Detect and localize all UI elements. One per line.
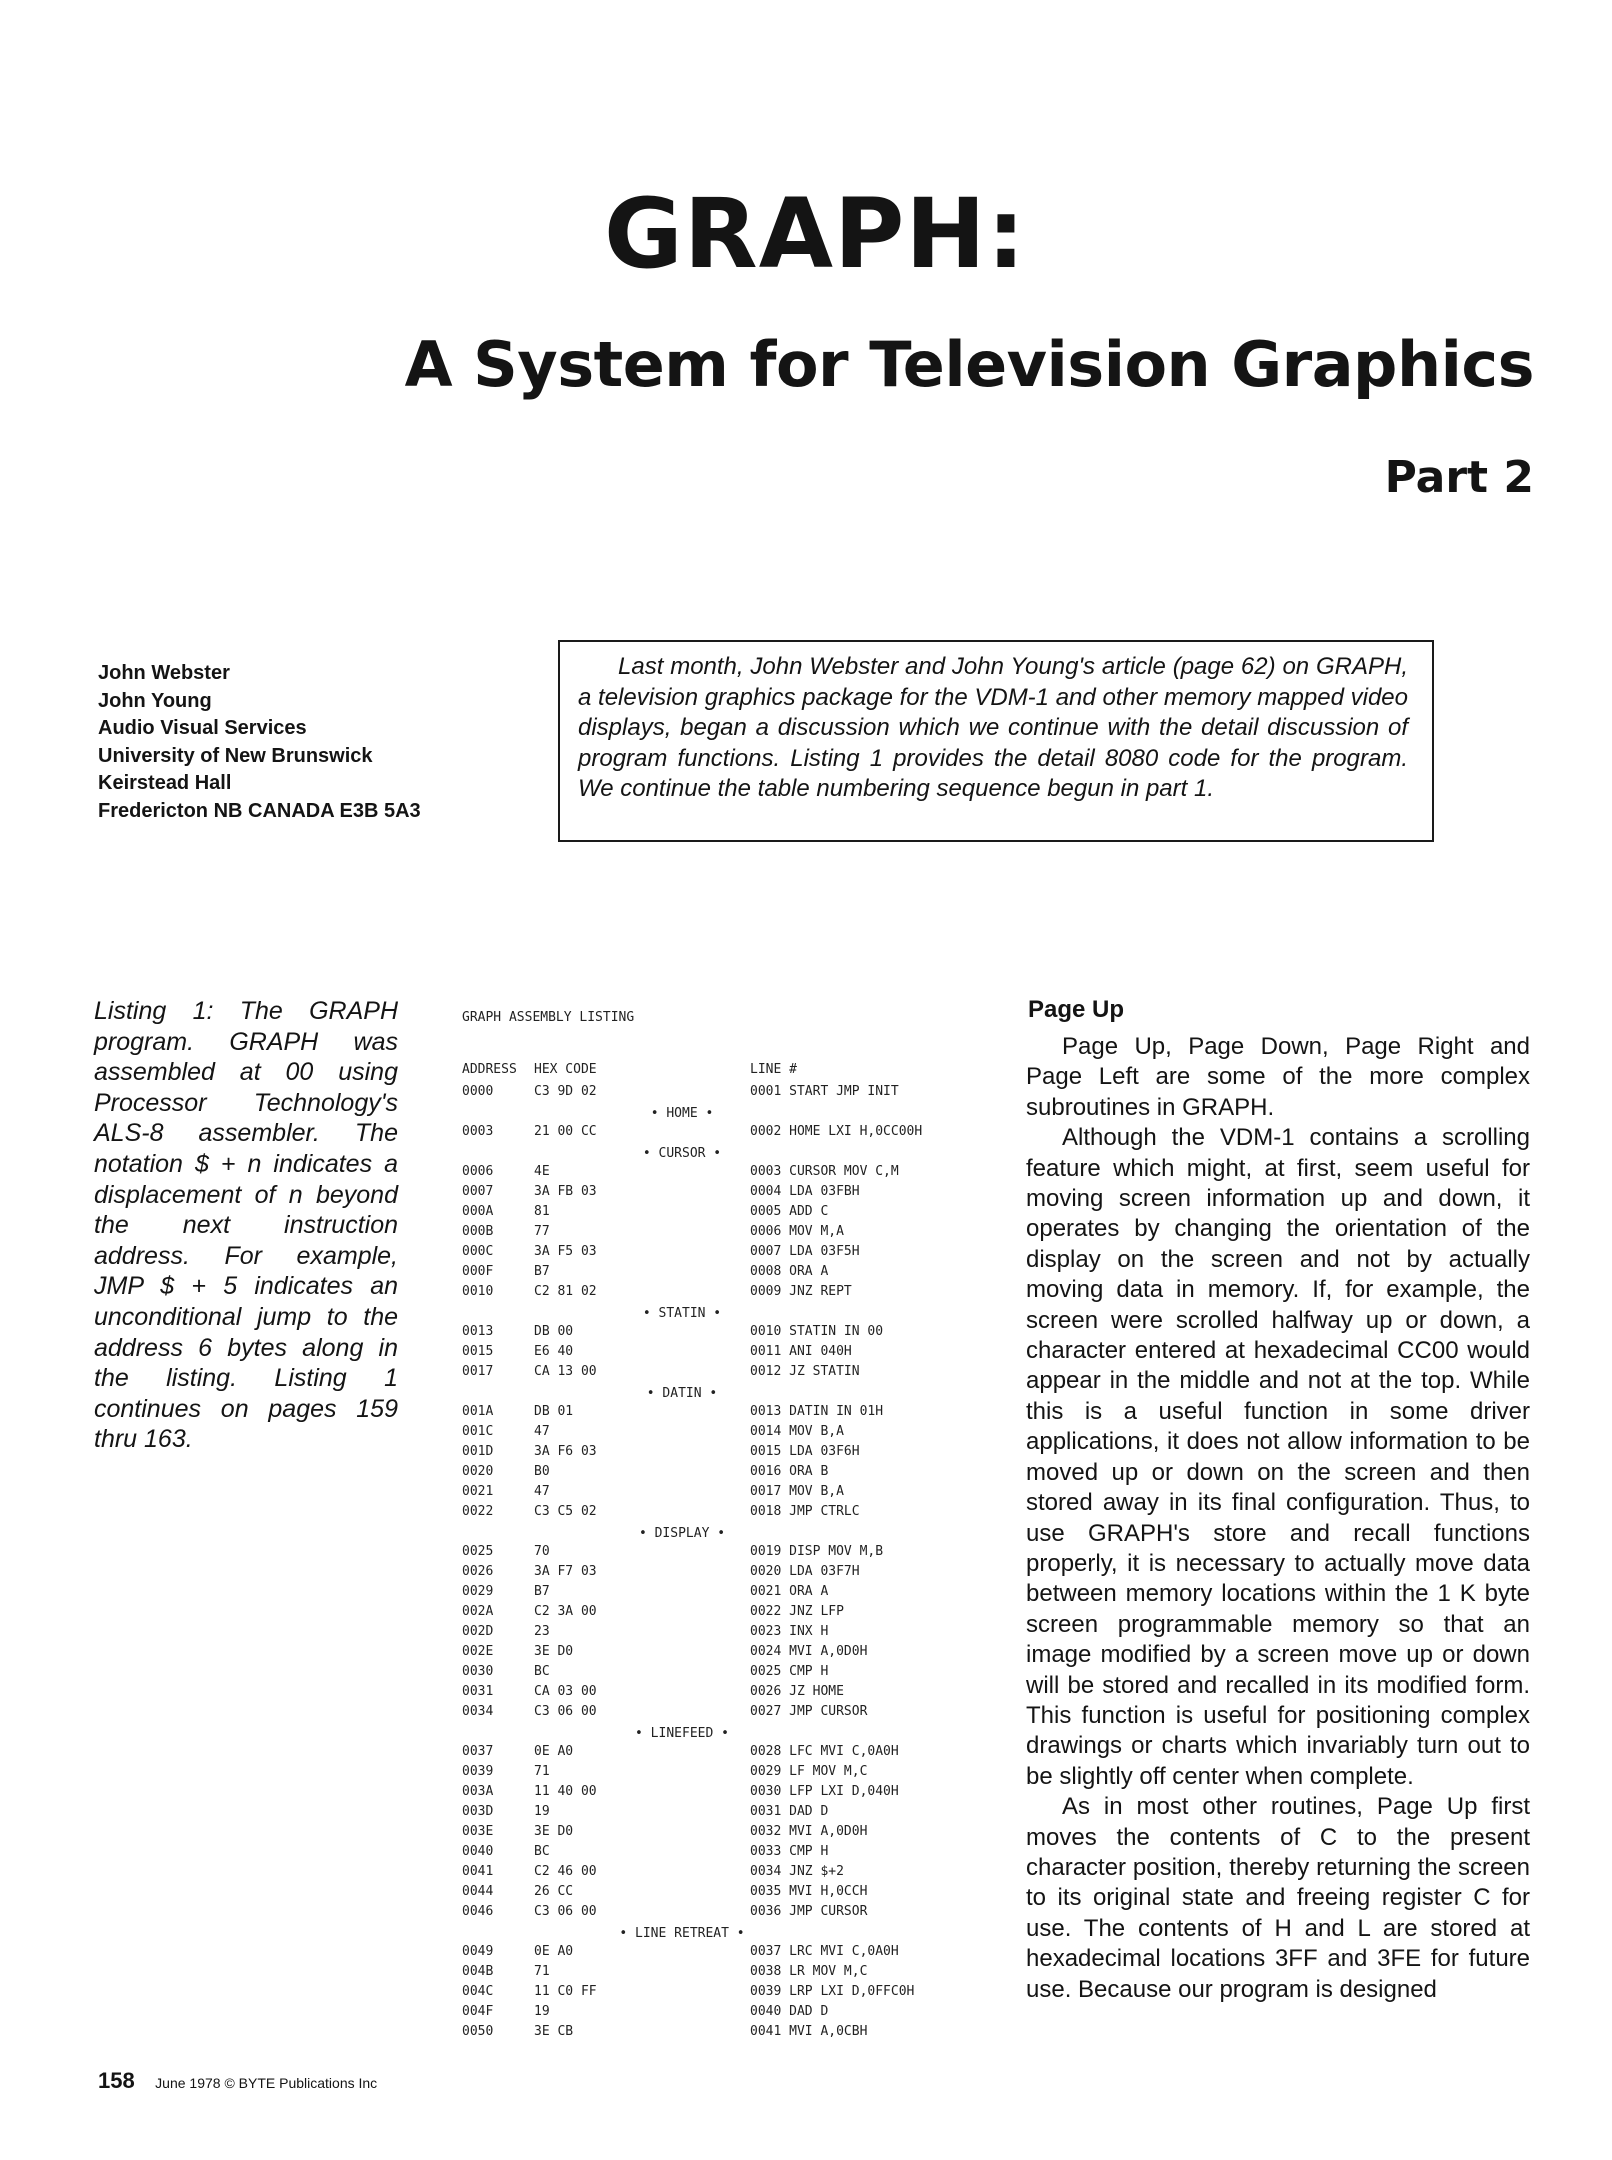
source-line-cell: 0033 CMP H — [750, 1844, 829, 1859]
address-cell: 0015 — [462, 1344, 494, 1359]
source-line-cell: 0035 MVI H,0CCH — [750, 1884, 868, 1899]
copyright-notice: June 1978 © BYTE Publications Inc — [155, 2075, 378, 2091]
hex-code-cell: B7 — [534, 1584, 550, 1599]
source-line-cell: 0026 JZ HOME — [750, 1684, 844, 1699]
listing-header-row — [462, 1062, 982, 1082]
listing-row — [462, 1904, 982, 1924]
listing-row — [462, 1624, 982, 1644]
address-cell: 003E — [462, 1824, 494, 1839]
source-line-cell: 0030 LFP LXI D,040H — [750, 1784, 899, 1799]
listing-row — [462, 1324, 982, 1344]
author-line: Keirstead Hall — [98, 772, 232, 794]
hex-code-cell: 71 — [534, 1764, 550, 1779]
listing-row — [462, 1164, 982, 1184]
address-cell: 004B — [462, 1964, 494, 1979]
hex-code-cell: 23 — [534, 1624, 550, 1639]
source-line-cell: 0003 CURSOR MOV C,M — [750, 1164, 899, 1179]
source-line-cell: 0007 LDA 03F5H — [750, 1244, 860, 1259]
address-cell: 001D — [462, 1444, 494, 1459]
address-cell: 0040 — [462, 1844, 494, 1859]
hex-code-cell: CA 13 00 — [534, 1364, 597, 1379]
address-cell: 002E — [462, 1644, 494, 1659]
address-cell: 0030 — [462, 1664, 494, 1679]
source-line-cell: 0029 LF MOV M,C — [750, 1764, 868, 1779]
listing-row — [462, 1204, 982, 1224]
hex-code-cell: 47 — [534, 1424, 550, 1439]
source-line-cell: 0012 JZ STATIN — [750, 1364, 860, 1379]
listing-row — [462, 2004, 982, 2024]
address-cell: 0010 — [462, 1284, 494, 1299]
address-cell: 0007 — [462, 1184, 494, 1199]
listing-row — [462, 1944, 982, 1964]
hex-code-cell: 81 — [534, 1204, 550, 1219]
hex-code-cell: 3E D0 — [534, 1824, 574, 1839]
listing-section-label: • STATIN • — [642, 1306, 722, 1321]
source-line-cell: 0008 ORA A — [750, 1264, 829, 1279]
address-cell: 0037 — [462, 1744, 494, 1759]
listing-row — [462, 1344, 982, 1364]
listing-row — [462, 1404, 982, 1424]
listing-row — [462, 1084, 982, 1104]
source-line-cell: 0022 JNZ LFP — [750, 1604, 844, 1619]
hex-code-cell: 47 — [534, 1484, 550, 1499]
hex-code-cell: BC — [534, 1844, 550, 1859]
address-cell: 0031 — [462, 1684, 494, 1699]
address-cell: 004C — [462, 1984, 494, 1999]
hex-code-cell: BC — [534, 1664, 550, 1679]
address-cell: 0026 — [462, 1564, 494, 1579]
source-line-cell: 0041 MVI A,0CBH — [750, 2024, 868, 2039]
listing-row — [462, 1484, 982, 1504]
address-cell: 0021 — [462, 1484, 494, 1499]
hex-code-cell: C2 46 00 — [534, 1864, 597, 1879]
article-subtitle: A System for Television Graphics — [404, 328, 1534, 401]
author-line: University of New Brunswick — [98, 744, 373, 767]
listing-row — [462, 1984, 982, 2004]
listing-row — [462, 1804, 982, 1824]
source-line-cell: 0034 JNZ $+2 — [750, 1864, 844, 1879]
source-line-cell: 0001 START JMP INIT — [750, 1084, 899, 1099]
listing-row — [462, 1564, 982, 1584]
source-line-cell: 0036 JMP CURSOR — [750, 1904, 868, 1919]
source-line-cell: 0013 DATIN IN 01H — [750, 1404, 884, 1419]
source-line-cell: 0039 LRP LXI D,0FFC0H — [750, 1984, 915, 1999]
hex-code-cell: 3A F6 03 — [534, 1444, 597, 1459]
source-line-cell: 0006 MOV M,A — [750, 1224, 844, 1239]
body-paragraph: Page Up, Page Down, Page Right and Page Left are some of the more complex subroutines in GRAPH. — [1026, 1033, 1530, 1121]
hex-code-cell: C2 3A 00 — [534, 1604, 597, 1619]
source-line-cell: 0010 STATIN IN 00 — [750, 1324, 884, 1339]
author-line: Audio Visual Services — [98, 717, 307, 739]
address-cell: 0034 — [462, 1704, 494, 1719]
address-cell: 004F — [462, 2004, 494, 2019]
source-line-cell: 0011 ANI 040H — [750, 1344, 852, 1359]
page-number: 158 — [98, 2068, 135, 2093]
listing-row — [462, 1464, 982, 1484]
listing-row — [462, 1864, 982, 1884]
hex-code-cell: 71 — [534, 1964, 550, 1979]
address-cell: 0000 — [462, 1084, 494, 1099]
line-header: LINE # — [750, 1062, 797, 1077]
source-line-cell: 0027 JMP CURSOR — [750, 1704, 868, 1719]
address-cell: 0020 — [462, 1464, 494, 1479]
listing-caption: Listing 1: The GRAPH program. GRAPH was assembled at 00 using Processor Technology's ALS-8 assembler. The notation $ + n indicates a displacement of n beyond the next instruction address. For example, JMP $ + 5 indicates an unconditional jump to the address 6 bytes along in the listing. Listing 1 continues on pages 159 thru 163. — [94, 997, 398, 1454]
source-line-cell: 0005 ADD C — [750, 1204, 829, 1219]
listing-row — [462, 1364, 982, 1384]
source-line-cell: 0014 MOV B,A — [750, 1424, 844, 1439]
listing-row — [462, 1544, 982, 1564]
address-cell: 0044 — [462, 1884, 494, 1899]
address-cell: 0003 — [462, 1124, 494, 1139]
hex-code-cell: E6 40 — [534, 1344, 574, 1359]
hex-code-cell: 11 C0 FF — [534, 1984, 597, 1999]
listing-section-label: • LINEFEED • — [635, 1726, 729, 1741]
source-line-cell: 0037 LRC MVI C,0A0H — [750, 1944, 899, 1959]
address-cell: 0022 — [462, 1504, 494, 1519]
source-line-cell: 0018 JMP CTRLC — [750, 1504, 860, 1519]
listing-row — [462, 1604, 982, 1624]
author-line: Fredericton NB CANADA E3B 5A3 — [98, 799, 421, 822]
hex-header: HEX CODE — [534, 1062, 597, 1077]
listing-row — [462, 1264, 982, 1284]
source-line-cell: 0025 CMP H — [750, 1664, 829, 1679]
listing-row — [462, 1704, 982, 1724]
source-line-cell: 0002 HOME LXI H,0CC00H — [750, 1124, 923, 1139]
hex-code-cell: C3 C5 02 — [534, 1504, 597, 1519]
body-paragraph: As in most other routines, Page Up first moves the contents of C to the present character position, thereby returning the screen to its original state and freeing register C for use. The contents of H and L are stored at hexadecimal locations 3FF and 3FE for future use. Because our program is designed — [1026, 1793, 1530, 2003]
hex-code-cell: 3E D0 — [534, 1644, 574, 1659]
address-cell: 0049 — [462, 1944, 494, 1959]
listing-row — [462, 1504, 982, 1524]
hex-code-cell: 4E — [534, 1164, 550, 1179]
hex-code-cell: 11 40 00 — [534, 1784, 597, 1799]
source-line-cell: 0004 LDA 03FBH — [750, 1184, 860, 1199]
address-cell: 003D — [462, 1804, 494, 1819]
hex-code-cell: DB 01 — [534, 1404, 574, 1419]
author-block — [98, 660, 538, 825]
listing-row — [462, 1184, 982, 1204]
address-cell: 003A — [462, 1784, 494, 1799]
hex-code-cell: DB 00 — [534, 1324, 574, 1339]
address-cell: 0041 — [462, 1864, 494, 1879]
source-line-cell: 0038 LR MOV M,C — [750, 1964, 868, 1979]
address-cell: 000B — [462, 1224, 494, 1239]
address-cell: 001C — [462, 1424, 494, 1439]
address-cell: 002D — [462, 1624, 494, 1639]
address-cell: 000C — [462, 1244, 494, 1259]
listing-row — [462, 1244, 982, 1264]
body-paragraph: Although the VDM-1 contains a scrolling feature which might, at first, seem useful for moving screen information up and down, it operates by changing the orientation of the display on the screen and not by actually moving data in memory. If, for example, the screen were scrolled halfway up or down, a character entered at hexadecimal CC00 would appear in the middle and not at the top. While this is a useful function in some driver applications, it does not allow information to be moved up or down on the screen and then stored away in its final configuration. Thus, to use GRAPH's store and recall functions properly, it is necessary to actually move data between memory locations within the 1 K byte screen programmable memory so that an image modified by a screen move up or down will be stored and recalled in its modified form. This function is useful for positioning complex drawings or charts which invariably turn out to be slightly off center when complete. — [1026, 1124, 1530, 1790]
listing-row — [462, 1764, 982, 1784]
source-line-cell: 0023 INX H — [750, 1624, 829, 1639]
hex-code-cell: 3E CB — [534, 2024, 574, 2039]
listing-row — [462, 1284, 982, 1304]
listing-row — [462, 1784, 982, 1804]
listing-title: GRAPH ASSEMBLY LISTING — [462, 1010, 635, 1025]
hex-code-cell: 0E A0 — [534, 1744, 574, 1759]
article-title: GRAPH: — [604, 178, 1027, 290]
address-cell: 002A — [462, 1604, 494, 1619]
hex-code-cell: 19 — [534, 2004, 550, 2019]
address-cell: 0017 — [462, 1364, 494, 1379]
source-line-cell: 0015 LDA 03F6H — [750, 1444, 860, 1459]
listing-row — [462, 2024, 982, 2044]
hex-code-cell: C3 06 00 — [534, 1704, 597, 1719]
hex-code-cell: 3A F7 03 — [534, 1564, 597, 1579]
address-cell: 0050 — [462, 2024, 494, 2039]
listing-row — [462, 1584, 982, 1604]
source-line-cell: 0031 DAD D — [750, 1804, 829, 1819]
address-cell: 0029 — [462, 1584, 494, 1599]
listing-row — [462, 1664, 982, 1684]
listing-section-label: • HOME • — [650, 1106, 714, 1121]
hex-code-cell: 26 CC — [534, 1884, 574, 1899]
listing-row — [462, 1884, 982, 1904]
listing-row — [462, 1644, 982, 1664]
page-footer — [98, 2068, 377, 2094]
hex-code-cell: 21 00 CC — [534, 1124, 597, 1139]
hex-code-cell: 70 — [534, 1544, 550, 1559]
listing-row — [462, 1124, 982, 1144]
source-line-cell: 0024 MVI A,0D0H — [750, 1644, 868, 1659]
author-line: John Young — [98, 689, 212, 712]
listing-row — [462, 1444, 982, 1464]
hex-code-cell: 3A F5 03 — [534, 1244, 597, 1259]
author-line: John Webster — [98, 662, 230, 684]
hex-code-cell: 0E A0 — [534, 1944, 574, 1959]
listing-row — [462, 1844, 982, 1864]
source-line-cell: 0032 MVI A,0D0H — [750, 1824, 868, 1839]
hex-code-cell: C2 81 02 — [534, 1284, 597, 1299]
assembly-listing — [462, 1010, 982, 2050]
hex-code-cell: B7 — [534, 1264, 550, 1279]
hex-code-cell: C3 9D 02 — [534, 1084, 597, 1099]
listing-section-label: • LINE RETREAT • — [619, 1926, 745, 1941]
article-body — [1026, 996, 1530, 2005]
address-cell: 0046 — [462, 1904, 494, 1919]
address-cell: 000F — [462, 1264, 494, 1279]
listing-section-label: • CURSOR • — [642, 1146, 722, 1161]
section-heading: Page Up — [1028, 996, 1125, 1023]
hex-code-cell: 77 — [534, 1224, 550, 1239]
address-cell: 000A — [462, 1204, 494, 1219]
source-line-cell: 0028 LFC MVI C,0A0H — [750, 1744, 899, 1759]
source-line-cell: 0040 DAD D — [750, 2004, 829, 2019]
address-cell: 0006 — [462, 1164, 494, 1179]
source-line-cell: 0020 LDA 03F7H — [750, 1564, 860, 1579]
hex-code-cell: B0 — [534, 1464, 550, 1479]
listing-row — [462, 1224, 982, 1244]
address-cell: 0013 — [462, 1324, 494, 1339]
hex-code-cell: C3 06 00 — [534, 1904, 597, 1919]
address-cell: 0039 — [462, 1764, 494, 1779]
source-line-cell: 0017 MOV B,A — [750, 1484, 844, 1499]
address-header: ADDRESS — [462, 1062, 517, 1077]
source-line-cell: 0021 ORA A — [750, 1584, 829, 1599]
hex-code-cell: 19 — [534, 1804, 550, 1819]
listing-section-label: • DATIN • — [646, 1386, 718, 1401]
listing-row — [462, 1684, 982, 1704]
intro-box: Last month, John Webster and John Young's article (page 62) on GRAPH, a television graphics package for the VDM-1 and other memory mapped video displays, began a discussion which we continue with the detail discussion of program functions. Listing 1 provides the detail 8080 code for the program. We continue the table numbering sequence begun in part 1. — [558, 640, 1434, 842]
part-label: Part 2 — [1384, 452, 1534, 503]
listing-row — [462, 1964, 982, 1984]
address-cell: 0025 — [462, 1544, 494, 1559]
listing-row — [462, 1424, 982, 1444]
source-line-cell: 0019 DISP MOV M,B — [750, 1544, 884, 1559]
source-line-cell: 0016 ORA B — [750, 1464, 829, 1479]
listing-row — [462, 1744, 982, 1764]
address-cell: 001A — [462, 1404, 494, 1419]
source-line-cell: 0009 JNZ REPT — [750, 1284, 852, 1299]
hex-code-cell: CA 03 00 — [534, 1684, 597, 1699]
hex-code-cell: 3A FB 03 — [534, 1184, 597, 1199]
listing-section-label: • DISPLAY • — [638, 1526, 726, 1541]
listing-row — [462, 1824, 982, 1844]
